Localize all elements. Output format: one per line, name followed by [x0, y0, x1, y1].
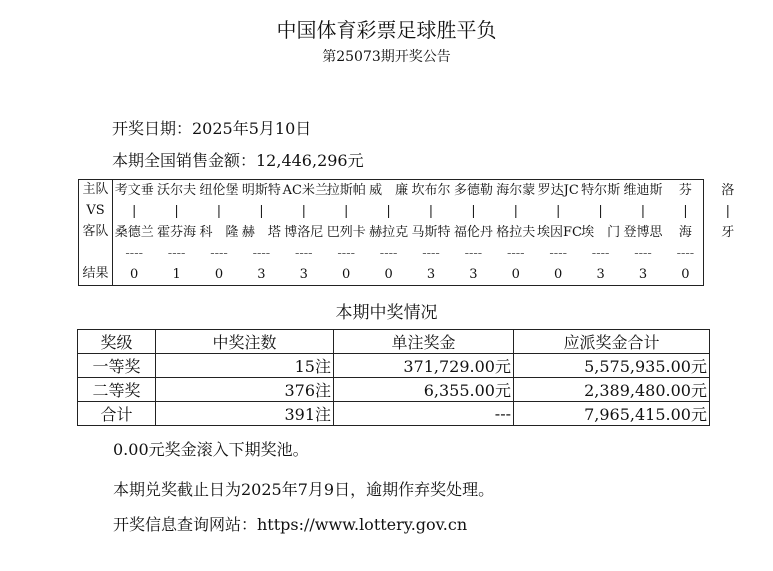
match-dash: ---- [422, 246, 440, 261]
match-result: 0 [681, 267, 690, 282]
match-home-team: 海尔蒙 [496, 183, 536, 198]
match-result: 0 [511, 267, 520, 282]
label-home: 主队 [82, 182, 109, 197]
match-column [664, 180, 706, 285]
prize-single: --- [334, 402, 514, 426]
match-table [78, 179, 735, 286]
prize-level: 合计 [78, 402, 156, 426]
match-away-team: 赫拉克 [369, 225, 409, 240]
prize-section-title: 本期中奖情况 [335, 303, 438, 323]
match-vs-separator: | [428, 204, 434, 219]
match-dash: ---- [295, 246, 313, 261]
match-vs-separator: | [556, 204, 561, 219]
claim-deadline-note: 本期兑奖截止日为2025年7月9日，逾期作弃奖处理。 [113, 480, 495, 499]
match-home-team: 维迪斯 [623, 183, 663, 198]
match-dash: ---- [591, 246, 610, 261]
match-away-team: 赫 塔 [241, 225, 281, 240]
match-column [410, 180, 452, 285]
match-column [537, 180, 582, 285]
match-vs-separator: | [683, 204, 688, 219]
match-vs-separator: | [386, 204, 391, 219]
match-result: 0 [214, 267, 224, 282]
match-vs-separator: | [301, 204, 306, 219]
match-home-team: 考文垂 [114, 183, 154, 198]
match-away-team: 博洛尼 [284, 225, 324, 240]
match-away-team: 福伦丹 [453, 225, 493, 240]
match-away-team: 马斯特 [411, 225, 451, 240]
match-result: 0 [342, 267, 351, 282]
match-result: 0 [130, 267, 139, 282]
website-info: 开奖信息查询网站：https://www.lottery.gov.cn [113, 515, 468, 534]
match-away-team: 科 隆 [199, 225, 239, 240]
prize-header-level: 奖级 [78, 330, 156, 354]
match-column [282, 180, 328, 285]
prize-level: 二等奖 [78, 378, 156, 402]
match-column [452, 180, 494, 285]
match-vs-separator: | [640, 204, 646, 219]
page-subtitle: 第25073期开奖公告 [322, 49, 451, 65]
match-result: 3 [299, 267, 308, 282]
prize-row-first [78, 354, 710, 378]
prize-total: 7,965,415.00元 [514, 402, 710, 426]
match-dash: ---- [549, 246, 567, 261]
match-vs-separator: | [216, 204, 222, 219]
match-vs-separator: | [132, 204, 137, 219]
label-vs: VS [86, 203, 105, 218]
match-result: 1 [172, 267, 181, 282]
prize-count: 391注 [156, 402, 334, 426]
match-away-team: 巴列卡 [326, 225, 366, 240]
match-away-team: 海 [678, 225, 692, 240]
match-home-team: 多德勒 [453, 183, 493, 198]
match-column [367, 180, 409, 285]
match-away-team: 霍芬海 [157, 225, 197, 240]
match-label-column [79, 180, 113, 286]
match-dash: ---- [676, 246, 695, 261]
match-vs-separator: | [513, 204, 518, 219]
match-away-team: 格拉夫 [496, 225, 536, 240]
match-column [622, 180, 664, 285]
prize-single: 6,355.00元 [334, 378, 514, 402]
match-result [707, 264, 749, 285]
match-home-team: 拉斯帕 [326, 183, 366, 198]
match-home-team: 芬 [678, 183, 692, 198]
match-result: 3 [469, 267, 478, 282]
match-result: 3 [257, 267, 266, 282]
match-away-team: 登博思 [623, 225, 663, 240]
match-dash: ---- [210, 246, 228, 261]
match-home-team: 威 廉 [369, 183, 409, 198]
match-dash: ---- [464, 246, 483, 261]
match-dash [707, 243, 749, 264]
match-dash: ---- [379, 246, 398, 261]
page-title: 中国体育彩票足球胜平负 [276, 18, 497, 42]
prize-header-total: 应派奖金合计 [514, 330, 710, 354]
match-column [579, 180, 621, 285]
match-vs-separator: | [471, 204, 476, 219]
match-dash: ---- [337, 246, 355, 261]
prize-count: 15注 [156, 354, 334, 378]
prize-row-second [78, 378, 710, 402]
match-home-team: 洛 [721, 183, 735, 198]
match-column [198, 180, 240, 285]
prize-count: 376注 [156, 378, 334, 402]
match-home-team: 特尔斯 [581, 183, 621, 198]
prize-single: 371,729.00元 [334, 354, 514, 378]
match-away-team: 桑德兰 [114, 225, 154, 240]
match-home-team: 罗达JC [537, 183, 579, 198]
match-result: 3 [596, 267, 605, 282]
label-result: 结果 [82, 266, 109, 281]
match-column [325, 180, 367, 285]
match-vs-separator: | [344, 204, 349, 219]
prize-total: 2,389,480.00元 [514, 378, 710, 402]
match-dash: ---- [634, 246, 652, 261]
match-away-team: 埃因FC [537, 225, 582, 240]
match-vs-separator: | [259, 204, 264, 219]
match-column [495, 180, 537, 285]
pool-rollover-note: 0.00元奖金滚入下期奖池。 [113, 440, 309, 459]
match-vs-separator: | [598, 204, 603, 219]
match-column [113, 180, 155, 285]
prize-total: 5,575,935.00元 [514, 354, 710, 378]
match-dash: ---- [507, 246, 525, 261]
match-column [707, 180, 749, 285]
prize-header-single: 单注奖金 [334, 330, 514, 354]
match-home-team: 沃尔夫 [157, 183, 197, 198]
match-dash: ---- [252, 246, 271, 261]
match-home-team: AC米兰 [282, 183, 328, 198]
draw-date: 开奖日期：2025年5月10日 [112, 119, 312, 138]
match-result: 0 [384, 267, 393, 282]
match-column [240, 180, 282, 285]
match-home-team: 纽伦堡 [199, 183, 239, 198]
match-result: 3 [638, 267, 648, 282]
match-teams-area [113, 180, 735, 286]
match-column [155, 180, 197, 285]
prize-header-count: 中奖注数 [156, 330, 334, 354]
match-home-team: 坎布尔 [411, 183, 451, 198]
match-vs-separator: | [174, 204, 179, 219]
match-away-team: 牙 [721, 225, 735, 240]
sales-amount: 本期全国销售金额：12,446,296元 [112, 151, 364, 170]
label-away: 客队 [82, 224, 109, 239]
match-vs-separator: | [725, 204, 730, 219]
label-blank [79, 243, 112, 264]
match-dash: ---- [167, 246, 186, 261]
match-dash: ---- [125, 246, 143, 261]
prize-row-sum [78, 402, 710, 426]
prize-table [77, 329, 710, 426]
match-result: 3 [426, 267, 436, 282]
prize-level: 一等奖 [78, 354, 156, 378]
match-away-team: 埃 门 [581, 225, 621, 240]
match-result: 0 [554, 267, 563, 282]
match-home-team: 明斯特 [241, 183, 281, 198]
